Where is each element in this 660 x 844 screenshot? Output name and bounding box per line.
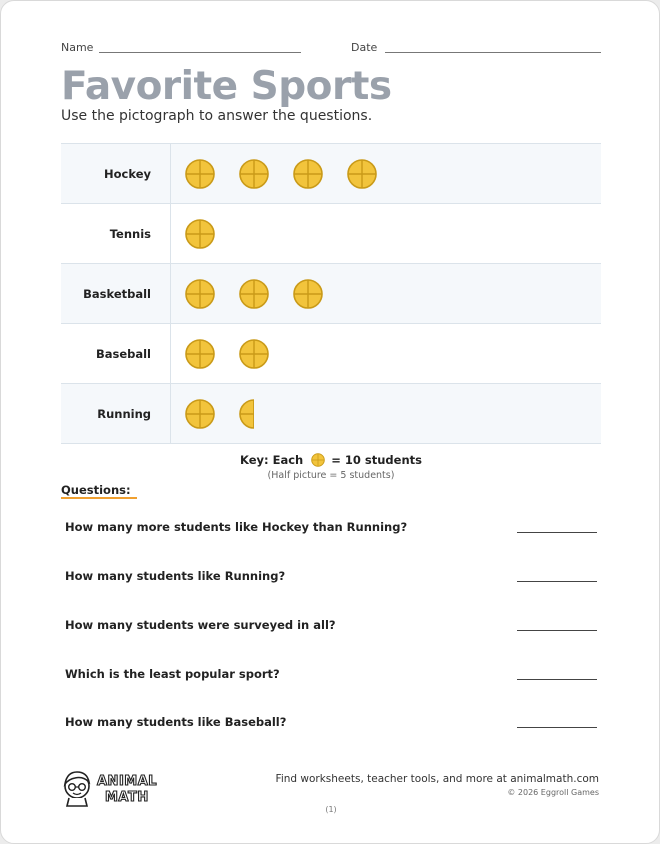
date-field[interactable] <box>351 41 377 54</box>
category-label: Running <box>97 406 151 421</box>
ball-icon <box>185 279 215 309</box>
logo-text-animal: ANIMAL <box>97 774 158 789</box>
category-label: Tennis <box>109 226 151 241</box>
pictograph-key <box>1 452 660 467</box>
key-ball-icon <box>311 453 325 467</box>
ball-icon <box>239 339 269 369</box>
category-label: Hockey <box>104 166 151 181</box>
question-5: How many students like Baseball? <box>65 715 287 729</box>
row-divider <box>170 264 171 323</box>
logo-mark <box>61 766 171 810</box>
answer-line-2[interactable] <box>517 581 597 582</box>
questions-underline <box>61 497 137 499</box>
category-label: Baseball <box>95 346 151 361</box>
key-suffix: = 10 students <box>331 452 422 467</box>
question-2: How many students like Running? <box>65 569 286 583</box>
key-prefix: Key: Each <box>240 452 304 467</box>
pictograph-row-hockey <box>61 144 601 204</box>
pictograph-row-running <box>61 384 601 444</box>
name-line <box>99 52 301 53</box>
pictograph-row-baseball <box>61 324 601 384</box>
page-title: Favorite Sports <box>61 64 392 109</box>
ball-icon <box>293 279 323 309</box>
name-field[interactable] <box>61 41 93 54</box>
question-1: How many more students like Hockey than Running? <box>65 520 408 534</box>
row-divider <box>170 204 171 263</box>
half-ball-icon <box>239 399 269 429</box>
page-subtitle: Use the pictograph to answer the questions. <box>61 108 373 124</box>
row-divider <box>170 144 171 203</box>
category-label: Basketball <box>83 286 151 301</box>
row-divider <box>170 324 171 383</box>
answer-line-1[interactable] <box>517 532 597 533</box>
ball-icon <box>185 339 215 369</box>
date-line <box>385 52 601 53</box>
answer-line-5[interactable] <box>517 727 597 728</box>
pictograph <box>61 143 601 444</box>
footer-tagline: Find worksheets, teacher tools, and more at animalmath.com <box>275 773 599 785</box>
ball-icon <box>185 399 215 429</box>
ball-icon <box>293 159 323 189</box>
name-label: Name <box>61 41 94 54</box>
answer-line-4[interactable] <box>517 679 597 680</box>
pictograph-row-tennis <box>61 204 601 264</box>
ball-icon <box>239 279 269 309</box>
page-number: (1) <box>325 805 337 814</box>
ball-icon <box>347 159 377 189</box>
ball-icon <box>185 159 215 189</box>
row-divider <box>170 384 171 443</box>
answer-line-3[interactable] <box>517 630 597 631</box>
ball-icon <box>239 159 269 189</box>
footer-copyright: © 2026 Eggroll Games <box>507 788 599 797</box>
logo-text-math: MATH <box>105 790 149 805</box>
half-picture-note: (Half picture = 5 students) <box>267 470 395 481</box>
date-label: Date <box>351 41 378 54</box>
question-4: Which is the least popular sport? <box>65 667 280 681</box>
question-3: How many students were surveyed in all? <box>65 618 336 632</box>
questions-heading: Questions: <box>61 483 131 497</box>
ball-icon <box>185 219 215 249</box>
pictograph-row-basketball <box>61 264 601 324</box>
